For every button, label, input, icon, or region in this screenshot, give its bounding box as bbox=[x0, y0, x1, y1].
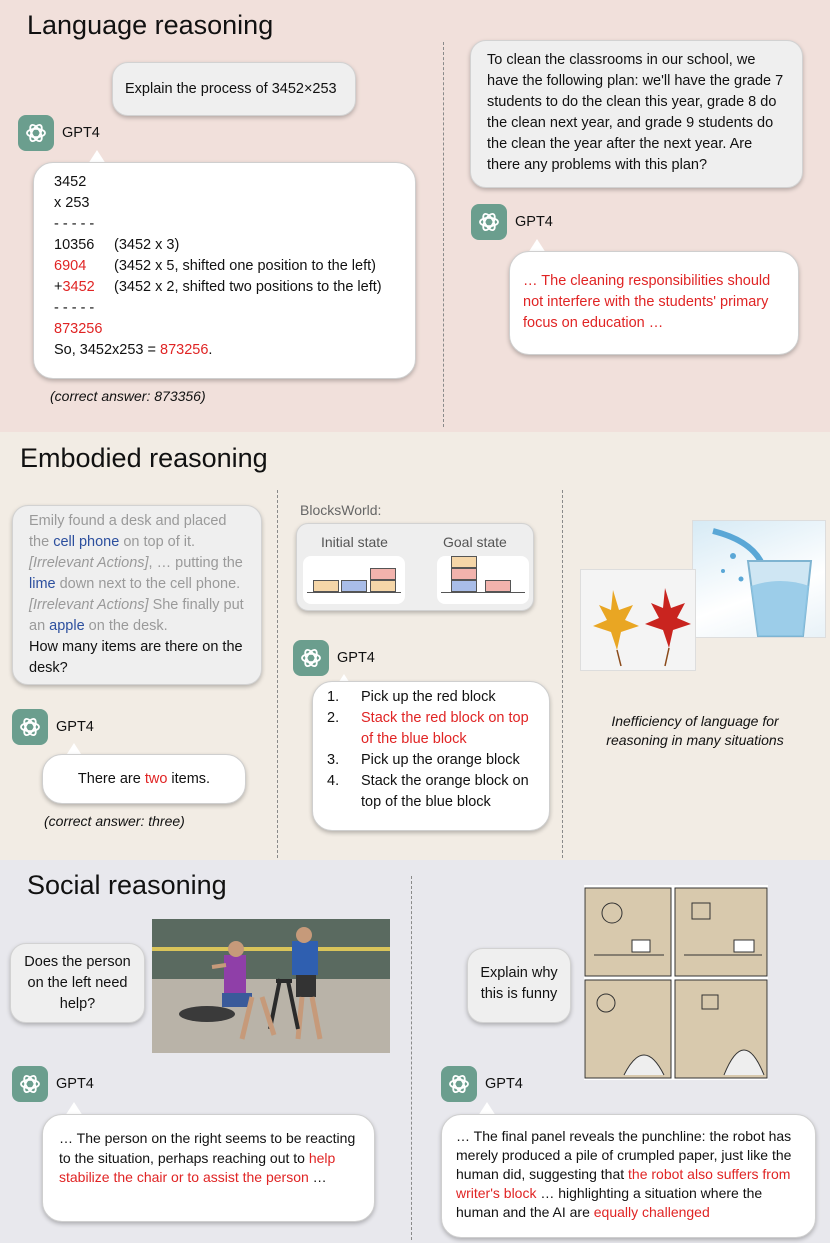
blue-block bbox=[451, 580, 477, 592]
calc-line: +3452 (3452 x 2, shifted two positions to the left) bbox=[54, 279, 382, 295]
table-line bbox=[307, 592, 401, 593]
list-item: 3. Pick up the orange block bbox=[327, 752, 520, 768]
gpt4-label: GPT4 bbox=[56, 1076, 94, 1092]
openai-logo-icon bbox=[293, 640, 329, 676]
prompt-bubble bbox=[10, 943, 145, 1023]
calc-line: x 253 bbox=[54, 195, 90, 211]
gpt4-header bbox=[18, 115, 100, 151]
goal-state-box bbox=[437, 556, 529, 604]
red-block bbox=[485, 580, 511, 592]
gpt4-label: GPT4 bbox=[62, 125, 100, 141]
language-reasoning-section bbox=[0, 0, 830, 432]
caption: (correct answer: three) bbox=[44, 813, 185, 829]
openai-logo-icon bbox=[441, 1066, 477, 1102]
water-glass-icon bbox=[693, 521, 827, 639]
question-text: Does the person on the left need help? bbox=[24, 954, 131, 1012]
blue-block bbox=[341, 580, 367, 592]
calc-line: - - - - - bbox=[54, 300, 95, 316]
prompt-text: Explain the process of 3452×253 bbox=[125, 81, 337, 97]
calc-line: 3452 bbox=[54, 174, 87, 190]
water-glass-image bbox=[692, 520, 826, 638]
table-line bbox=[441, 592, 525, 593]
comic-image bbox=[584, 885, 768, 1080]
list-item: 4. Stack the orange block on top of the blue block bbox=[327, 773, 529, 810]
people-photo-icon bbox=[152, 919, 390, 1053]
answer-bubble: There are two items. bbox=[42, 754, 246, 804]
blocksworld-label: BlocksWorld: bbox=[300, 502, 382, 518]
list-item: 2. Stack the red block on top of the blue block bbox=[327, 710, 529, 747]
list-item: 1. Pick up the red block bbox=[327, 689, 496, 705]
prompt-bubble bbox=[112, 62, 356, 116]
orange-block bbox=[313, 580, 339, 592]
openai-logo-icon bbox=[18, 115, 54, 151]
gpt4-label: GPT4 bbox=[515, 214, 553, 230]
section-title: Social reasoning bbox=[27, 870, 227, 900]
prompt-bubble bbox=[470, 40, 803, 188]
gpt4-header bbox=[471, 204, 553, 240]
prompt-bubble bbox=[467, 948, 571, 1023]
red-block bbox=[451, 568, 477, 580]
initial-state-box bbox=[303, 556, 405, 604]
red-block bbox=[370, 568, 396, 580]
caption: (correct answer: 873356) bbox=[50, 388, 206, 404]
calc-line: 6904 (3452 x 5, shifted one position to the left) bbox=[54, 258, 376, 274]
section-title: Language reasoning bbox=[27, 10, 274, 40]
openai-logo-icon bbox=[12, 709, 48, 745]
orange-block bbox=[370, 580, 396, 592]
divider bbox=[562, 490, 563, 858]
openai-logo-icon bbox=[12, 1066, 48, 1102]
divider bbox=[277, 490, 278, 858]
gpt4-header bbox=[12, 709, 94, 745]
divider bbox=[411, 876, 412, 1240]
gpt4-header bbox=[12, 1066, 94, 1102]
answer-bubble bbox=[509, 251, 799, 355]
orange-block bbox=[451, 556, 477, 568]
maple-leaves-icon bbox=[581, 570, 697, 672]
calc-line: 873256 bbox=[54, 321, 103, 337]
answer-bubble: … The final panel reveals the punchline: the robot has merely produced a pile of crumpled paper, just like the human did, suggesting that the robot also suffers from writer's block … highlighting a situation where the human and the AI are equally challenged bbox=[441, 1114, 816, 1238]
divider bbox=[443, 42, 444, 427]
steps-list bbox=[327, 687, 537, 813]
answer-bubble bbox=[312, 681, 550, 831]
goal-state-label: Goal state bbox=[443, 534, 507, 550]
gpt4-header bbox=[441, 1066, 523, 1102]
prompt-bubble: Emily found a desk and placed the cell phone on top of it. [Irrelevant Actions], … putting the lime down next to the cell phone. [Irrelevant Actions] She finally put an apple on the desk. How many items are there on the desk? bbox=[12, 505, 262, 685]
caption: Inefficiency of language for reasoning in many situations bbox=[606, 713, 784, 748]
social-reasoning-section bbox=[0, 860, 830, 1243]
answer-bubble bbox=[33, 162, 416, 379]
section-title: Embodied reasoning bbox=[20, 443, 268, 473]
chair-photo bbox=[152, 919, 390, 1053]
answer-text: … The cleaning responsibilities should not interfere with the students' primary focus on education … bbox=[523, 273, 771, 331]
embodied-reasoning-section bbox=[0, 432, 830, 860]
comic-panels-icon bbox=[584, 885, 768, 1080]
question-text: How many items are there on the desk? bbox=[29, 639, 243, 676]
openai-logo-icon bbox=[471, 204, 507, 240]
answer-bubble: … The person on the right seems to be reacting to the situation, perhaps reaching out to help stabilize the chair or to assist the person … bbox=[42, 1114, 375, 1222]
prompt-text: To clean the classrooms in our school, we have the following plan: we'll have the grade 7 students to do the clean this year, grade 8 do the clean next year, and grade 9 students do the clean the year after the next year. Are there any problems with this plan? bbox=[487, 52, 784, 173]
question-text: Explain why this is funny bbox=[480, 965, 558, 1002]
gpt4-label: GPT4 bbox=[56, 719, 94, 735]
blocksworld-panel bbox=[296, 523, 534, 611]
maple-leaves-image bbox=[580, 569, 696, 671]
calc-line: - - - - - bbox=[54, 216, 95, 232]
calc-line: 10356 (3452 x 3) bbox=[54, 237, 180, 253]
gpt4-label: GPT4 bbox=[485, 1076, 523, 1092]
result-line: So, 3452x253 = 873256. bbox=[54, 342, 213, 358]
gpt4-header bbox=[293, 640, 375, 676]
initial-state-label: Initial state bbox=[321, 534, 388, 550]
gpt4-label: GPT4 bbox=[337, 650, 375, 666]
